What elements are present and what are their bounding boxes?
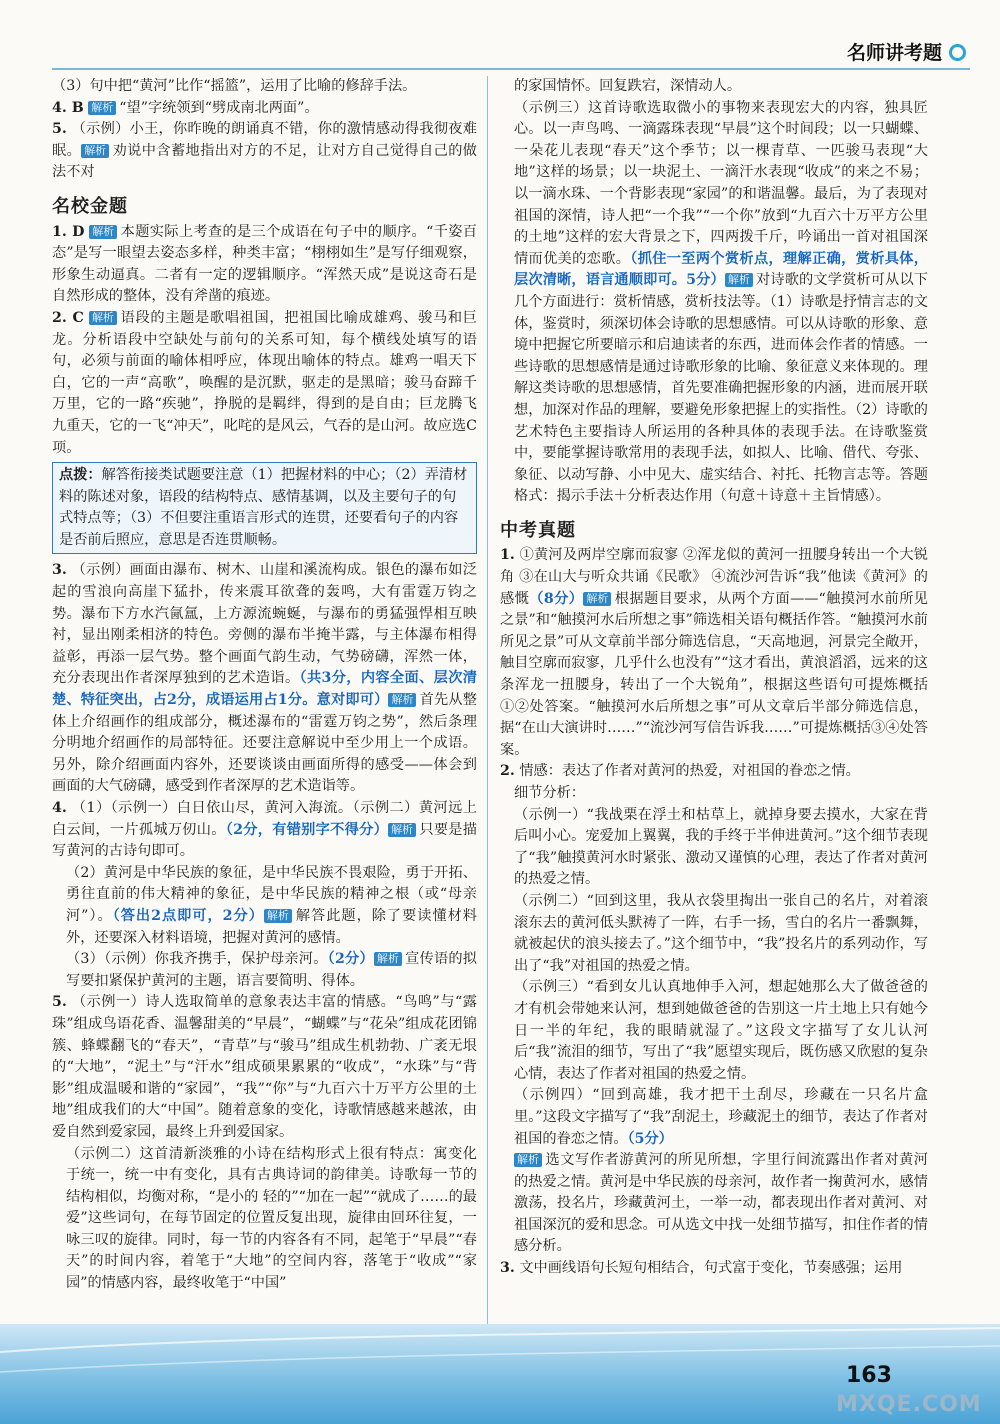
analysis-tag: 解析 — [81, 144, 109, 158]
paragraph-text: （示例二）“回到这里，我从衣袋里掏出一张自己的名片，对着滚滚东去的黄河低头默祷了一阵，右手一扬，雪白的名片一番飘舞，就被起伏的浪头接去了。”这个细节中，“我”投名片的系列动作，写出了“我”对祖国的热爱之情。 — [514, 892, 928, 974]
page-number: 163 — [846, 1363, 892, 1388]
text-paragraph — [52, 119, 477, 184]
item-number: 1. D — [52, 223, 85, 240]
paragraph-text: （3）（示例）你我齐携手，保护母亲河。 — [66, 951, 328, 968]
item-number: 4. — [52, 800, 67, 816]
page-header — [0, 0, 1000, 72]
analysis-tag: 解析 — [374, 952, 402, 966]
text-paragraph — [500, 891, 928, 977]
analysis-text: 首先从整体上介绍画作的组成部分，概述瀑布的“雷霆万钧之势”，然后条理分明地介绍画作的局部特征。还要注意解说中至少用上一个成语。另外，除介绍画面内容外，还要谈谈由画面所得的感受——体会到画面的大气磅礴，感受到作者深厚的艺术造诣等。 — [52, 692, 477, 795]
text-paragraph — [52, 98, 477, 120]
circle-icon — [949, 44, 966, 61]
paragraph-text: 本题实际上考查的是三个成语在句子中的顺序。“千姿百态”是写一眼望去姿态多样，种类丰富；“栩栩如生”是写仔细观察，形象生动逼真。二者有一定的逻辑顺序。“浑然天成”是说这奇石是自然形成的整体，没有斧凿的痕迹。 — [52, 223, 477, 305]
watermark: MXQE.COM — [836, 1392, 982, 1417]
text-paragraph — [500, 98, 928, 508]
text-paragraph — [500, 545, 928, 761]
section-title-mingxiao: 名校金题 — [52, 195, 128, 217]
text-paragraph — [52, 949, 477, 992]
paragraph-text: “望”字统领到“劈成南北两面”。 — [119, 99, 319, 116]
analysis-tag: 解析 — [725, 273, 753, 287]
paragraph-text: （3）句中把“黄河”比作“摇篮”，运用了比喻的修辞手法。 — [52, 78, 417, 94]
analysis-text: 宣传语的拟写要扣紧保护黄河的主题，语言要简明、得体。 — [66, 951, 477, 989]
paragraph-text: （示例三）这首诗歌选取微小的事物来表现宏大的内容，独具匠心。以一声鸟鸣、一滴露珠表现“早晨”这个时间段；以一只蝴蝶、一朵花儿表现“春天”这个季节；以一棵青草、一匹骏马表现“大地”这样的场景；以一块泥土、一滴汗水表现“收成”的来之不易；以一滴水珠、一个背影表现“家园”的和谐温馨。最后，为了表现对祖国的深情，诗人把“一个我”“一个你”放到“九百六十万平方公里的土地”这样的宏大背景之下，四两拨千斤，吟诵出一首对祖国深情而优美的恋歌。 — [514, 99, 928, 267]
analysis-text: 根据题目要求，从两个方面——“触摸河水前所见之景”和“触摸河水后所想之事”筛选相关语句概括作答。“触摸河水前所见之景”可从文章前半部分筛选信息，“天高地迥，河景完全敞开，触目空廓而寂寥，几乎什么也没有”“这才看出，黄浪滔滔，远来的这条浑龙一扭腰身，转出了一个大锐角”，根据这些语句可提炼概括①②处答案。“触摸河水后所想之事”可从文章后半部分筛选信息，据“在山大演讲时……”“流沙河写信告诉我……”可提炼概括③④处答案。 — [500, 590, 928, 758]
scoring-note: （抓住一至两个赏析点，理解正确，赏析具体，层次清晰，语言通顺即可。5分） — [514, 250, 928, 289]
item-number: 5. — [52, 994, 67, 1011]
paragraph-text: （示例一）诗人选取简单的意象表达丰富的情感。“鸟鸣”与“露珠”组成鸟语花香、温馨甜美的“早晨”，“蝴蝶”与“花朵”组成花团锦簇、蜂蝶翻飞的“春天”，“青草”与“骏马”组成生机勃勃、广袤无垠的“大地”，“泥土”与“汗水”组成硕果累累的“收成”，“水珠”与“背影”组成温暖和谐的“家园”，“我”“你”与“九百六十万平方公里的土地”组成我们的大“中国”。随着意象的变化，诗歌情感越来越浓，由爱自然到爱家园，最终上升到爱国家。 — [52, 994, 477, 1140]
tip-box — [52, 462, 477, 554]
section-title-zhongkao: 中考真题 — [500, 519, 576, 541]
text-paragraph — [500, 1085, 928, 1150]
text-paragraph — [500, 805, 928, 891]
text-paragraph — [500, 977, 928, 1085]
paragraph-text: （2）黄河是中华民族的象征，是中华民族不畏艰险，勇于开拓、勇往直前的伟大精神的象征，是中华民族的精神之根（或“母亲河”）。 — [66, 864, 477, 924]
text-paragraph — [52, 308, 477, 459]
analysis-tag: 解析 — [264, 909, 292, 923]
scoring-note: （答出2点即可，2分） — [112, 907, 264, 924]
text-paragraph — [500, 1150, 928, 1258]
item-number: 2. C — [52, 309, 84, 326]
analysis-tag: 解析 — [89, 225, 117, 239]
paragraph-text: （示例三）“看到女儿认真地伸手入河，想起她那么大了做爸爸的才有机会带她来认河，想到她做爸爸的告别这一片土地上只有她今日一半的年纪，我的眼睛就湿了。”这段文字描写了女儿认河后“我”流泪的细节，写出了“我”愿望实现后，既伤感又欣慰的复杂心情，表达了作者对祖国的热爱之情。 — [514, 979, 928, 1082]
item-number: 1. — [500, 547, 515, 564]
scoring-note: （2分，有错别字不得分） — [225, 821, 389, 838]
item-number: 5. — [52, 121, 67, 138]
analysis-tag: 解析 — [88, 101, 116, 115]
scoring-note: （8分） — [529, 590, 584, 607]
text-paragraph — [500, 76, 928, 98]
text-paragraph — [500, 1258, 928, 1280]
item-number: 3. — [52, 562, 67, 579]
item-number: 2. — [500, 763, 515, 780]
text-paragraph — [500, 761, 928, 783]
analysis-text: 对诗歌的文学赏析可从以下几个方面进行：赏析情感，赏析技法等。（1）诗歌是抒情言志的文体，鉴赏时，须深切体会诗歌的思想感情。可以从诗歌的形象、意境中把握它所要暗示和启迪读者的东西，进而体会作者的情感。一些诗歌的思想感情是通过诗歌形象的比喻、象征意义来体现的。理解这类诗歌的思想感情，首先要准确把握形象的内涵，进而展开联想，加深对作品的理解，要避免形象把握上的实指性。（2）诗歌的艺术特色主要指诗人所运用的各种具体的表现手法。在诗歌鉴赏中，要能掌握诗歌常用的表现手法，如拟人、比喻、借代、夸张、象征、以动写静、小中见大、虚实结合、衬托、托物言志等。答题格式：揭示手法＋分析表达作用（句意＋诗意＋主旨情感）。 — [514, 272, 928, 505]
paragraph-text: （1）（示例一）白日依山尽，黄河入海流。（示例二）黄河远上白云间，一片孤城万仞山。 — [52, 800, 477, 838]
item-number: 4. B — [52, 99, 84, 116]
right-column — [500, 76, 928, 1280]
item-number: 3. — [500, 1260, 515, 1277]
analysis-tag: 解析 — [388, 823, 416, 837]
analysis-text: 解答此题，除了要读懂材料外，还要深入材料语境，把握对黄河的感情。 — [66, 907, 477, 946]
paragraph-text: 选文写作者游黄河的所见所想，字里行间流露出作者对黄河的热爱之情。黄河是中华民族的母亲河，故作者一掬黄河水，感情激荡，投名片，珍藏黄河土，一举一动，都表现出作者对黄河、对祖国深沉的爱和思念。可从选文中找一处细节描写，扣住作者的情感分析。 — [514, 1152, 928, 1255]
paragraph-text: （示例一）“我战栗在浮土和枯草上，就掉身要去摸水，大家在背后叫小心。宠爱加上翼翼，我的手终于半伸进黄河。”这个细节表现了“我”触摸黄河水时紧张、激动又谨慎的心理，表达了作者对黄河的热爱之情。 — [514, 806, 928, 888]
analysis-tag: 解析 — [583, 592, 611, 606]
text-paragraph — [52, 1144, 477, 1295]
paragraph-text: （示例二）这首清新淡雅的小诗在结构形式上很有特点：寓变化于统一，统一中有变化，具有古典诗词的韵律美。诗歌每一节的结构相似，均衡对称，“是小的 轻的”“加在一起”“就成了……的最爱”这些词句，在每节固定的位置反复出现，旋律由回环往复，一咏三叹的旋律。同时，每一节的内容各有不同，起笔于“早晨”“春天”的时间内容，着笔于“大地”的空间内容，落笔于“收成”“家园”的情感内容，最终收笔于“中国” — [66, 1145, 477, 1292]
paragraph-text: 情感：表达了作者对黄河的热爱，对祖国的眷恋之情。 — [519, 763, 860, 780]
scoring-note: （2分） — [327, 951, 374, 968]
text-paragraph — [52, 222, 477, 308]
analysis-tag: 解析 — [89, 311, 117, 325]
paragraph-text: ①黄河及两岸空廓而寂寥 ②浑龙似的黄河一扭腰身转出一个大锐角 ③在山大与听众共诵《民歌》 ④流沙河告诉“我”他读《黄河》的感慨 — [500, 547, 928, 607]
column-divider — [487, 76, 488, 1326]
paragraph-text: 的家国情怀。回复跌宕，深情动人。 — [514, 78, 742, 94]
left-column — [52, 76, 477, 1295]
paragraph-text: 文中画线语句长短句相结合，句式富于变化，节奏感强；运用 — [519, 1260, 903, 1277]
text-paragraph — [52, 863, 477, 949]
scoring-note: （5分） — [627, 1130, 673, 1147]
text-paragraph — [52, 992, 477, 1143]
text-paragraph — [500, 783, 928, 805]
tip-box-title: 点拨： — [59, 467, 102, 484]
paragraph-text: 细节分析： — [514, 785, 585, 801]
scoring-note: （共3分，内容全面、层次清楚、特征突出，占2分，成语运用占1分。意对即可） — [52, 670, 477, 709]
paragraph-text: （示例）画面由瀑布、树木、山崖和溪流构成。银色的瀑布如泛起的雪浪向高崖下猛扑，传来震耳欲聋的轰鸣，大有雷霆万钧之势。瀑布下方水汽氤氲，上方源流蜿蜒，与瀑布的勇猛强悍相互映衬，显出刚柔相济的特色。旁侧的瀑布半掩半露，与主体瀑布相得益彰，再添一层气势。整个画面气韵生动，气势磅礴，浑然一体，充分表现出作者深厚独到的艺术造诣。 — [52, 562, 477, 687]
header-rule — [52, 68, 970, 70]
text-paragraph — [52, 560, 477, 798]
text-paragraph — [52, 798, 477, 863]
paragraph-text: 语段的主题是歌唱祖国，把祖国比喻成雄鸡、骏马和巨龙。分析语段中空缺处与前句的关系可知，每个横线处填写的语句，必须与前面的喻体相呼应，体现出喻体的特点。雄鸡一唱天下白，它的一声“高歌”，唤醒的是沉默，驱走的是黑暗；骏马奋蹄千万里，它的一路“疾驰”，挣脱的是羁绊，得到的是自由；巨龙腾飞九重天，它的一飞“冲天”，叱咤的是风云，气吞的是山河。故应选C项。 — [52, 309, 477, 456]
analysis-text: 劝说中含蓄地指出对方的不足，让对方自己觉得自己的做法不对 — [52, 142, 477, 181]
text-paragraph — [52, 76, 477, 98]
analysis-text: 只要是描写黄河的古诗句即可。 — [52, 821, 477, 860]
analysis-tag: 解析 — [388, 693, 416, 707]
header-title: 名师讲考题 — [846, 42, 942, 64]
analysis-tag: 解析 — [514, 1153, 542, 1167]
tip-box-text: 解答衔接类试题要注意（1）把握材料的中心；（2）弄清材料的陈述对象，语段的结构特点、感情基调，以及主要句子的句式特点等；（3）不但要注重语言形式的连贯，还要看句子的内容是否前后照应，意思是否连贯顺畅。 — [59, 467, 468, 548]
paragraph-text: （示例四）“回到高雄，我才把干土刮尽，珍藏在一只名片盒里。”这段文字描写了“我”刮泥土，珍藏泥土的细节，表达了作者对祖国的眷恋之情。 — [514, 1087, 928, 1147]
paragraph-text: （示例）小王，你昨晚的朗诵真不错，你的激情感动得我彻夜难眠。 — [52, 121, 477, 159]
